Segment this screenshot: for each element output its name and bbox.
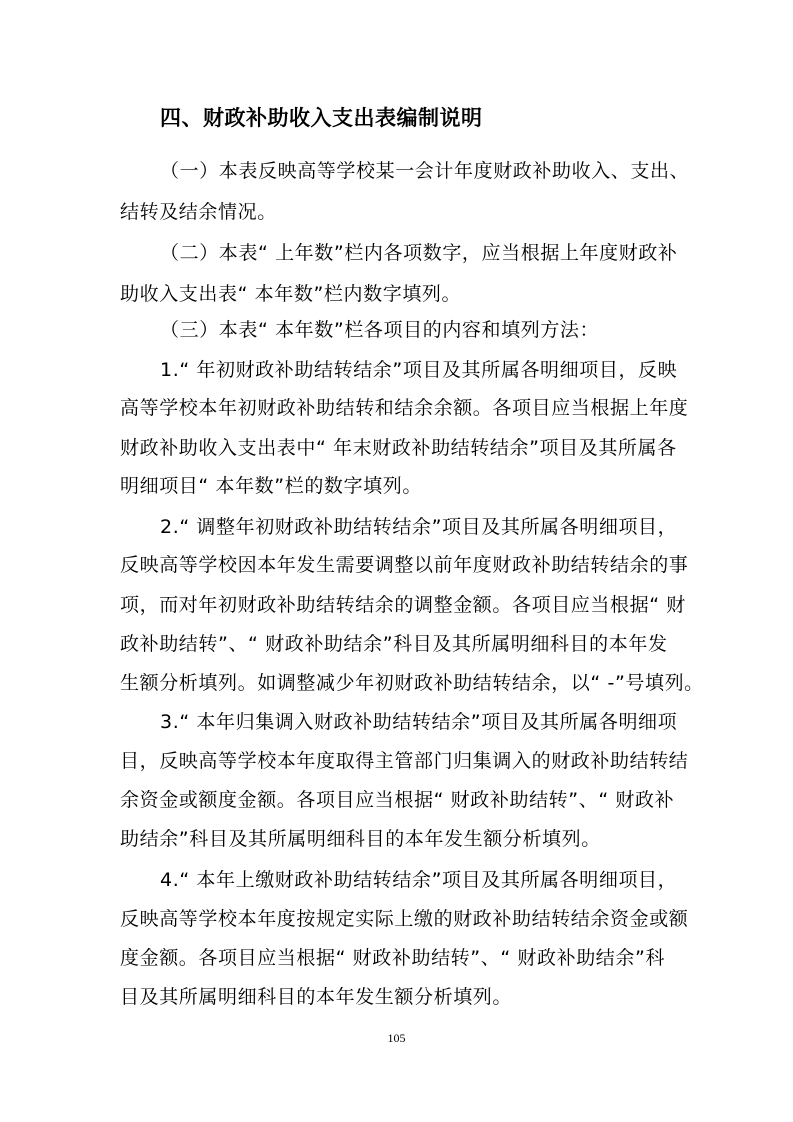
- paragraph-line: 助结余”科目及其所属明细科目的本年发生额分析填列。: [120, 828, 601, 850]
- paragraph-line: 2.“ 调整年初财政补助结转结余”项目及其所属各明细项目，: [160, 516, 678, 538]
- paragraph-line: 目及其所属明细科目的本年发生额分析填列。: [120, 986, 513, 1008]
- paragraph-line: 4.“ 本年上缴财政补助结转结余”项目及其所属各明细项目，: [160, 869, 678, 891]
- paragraph-line: 余资金或额度金额。各项目应当根据“ 财政补助结转”、“ 财政补: [120, 789, 675, 811]
- paragraph-line: 生额分析填列。如调整减少年初财政补助结转结余，以“ -”号填列。: [120, 672, 704, 694]
- paragraph-line: 反映高等学校因本年发生需要调整以前年度财政补助结转结余的事: [120, 554, 689, 576]
- paragraph-line: 高等学校本年初财政补助结转和结余余额。各项目应当根据上年度: [120, 397, 689, 419]
- paragraph-line: 财政补助收入支出表中“ 年末财政补助结转结余”项目及其所属各: [120, 437, 677, 459]
- paragraph-line: 度金额。各项目应当根据“ 财政补助结转”、“ 财政补助结余”科: [120, 947, 666, 969]
- paragraph-line: 明细项目“ 本年数”栏的数字填列。: [120, 475, 422, 497]
- paragraph-line: （三）本表“ 本年数”栏各项目的内容和填列方法：: [160, 319, 600, 341]
- paragraph-line: 项，而对年初财政补助结转结余的调整金额。各项目应当根据“ 财: [120, 594, 686, 616]
- section-heading: 四、财政补助收入支出表编制说明: [160, 106, 483, 130]
- page-number: 105: [387, 1031, 406, 1045]
- paragraph-line: 结转及结余情况。: [120, 201, 277, 223]
- paragraph-line: （二）本表“ 上年数”栏内各项数字，应当根据上年度财政补: [160, 242, 678, 264]
- paragraph-line: （一）本表反映高等学校某一会计年度财政补助收入、支出、: [160, 160, 690, 182]
- paragraph-line: 助收入支出表“ 本年数”栏内数字填列。: [120, 283, 462, 305]
- paragraph-line: 政补助结转”、“ 财政补助结余”科目及其所属明细科目的本年发: [120, 633, 668, 655]
- paragraph-line: 1.“ 年初财政补助结转结余”项目及其所属各明细项目，反映: [160, 359, 678, 381]
- paragraph-line: 3.“ 本年归集调入财政补助结转结余”项目及其所属各明细项: [160, 711, 678, 733]
- paragraph-line: 目，反映高等学校本年度取得主管部门归集调入的财政补助结转结: [120, 750, 689, 772]
- paragraph-line: 反映高等学校本年度按规定实际上缴的财政补助结转结余资金或额: [120, 908, 689, 930]
